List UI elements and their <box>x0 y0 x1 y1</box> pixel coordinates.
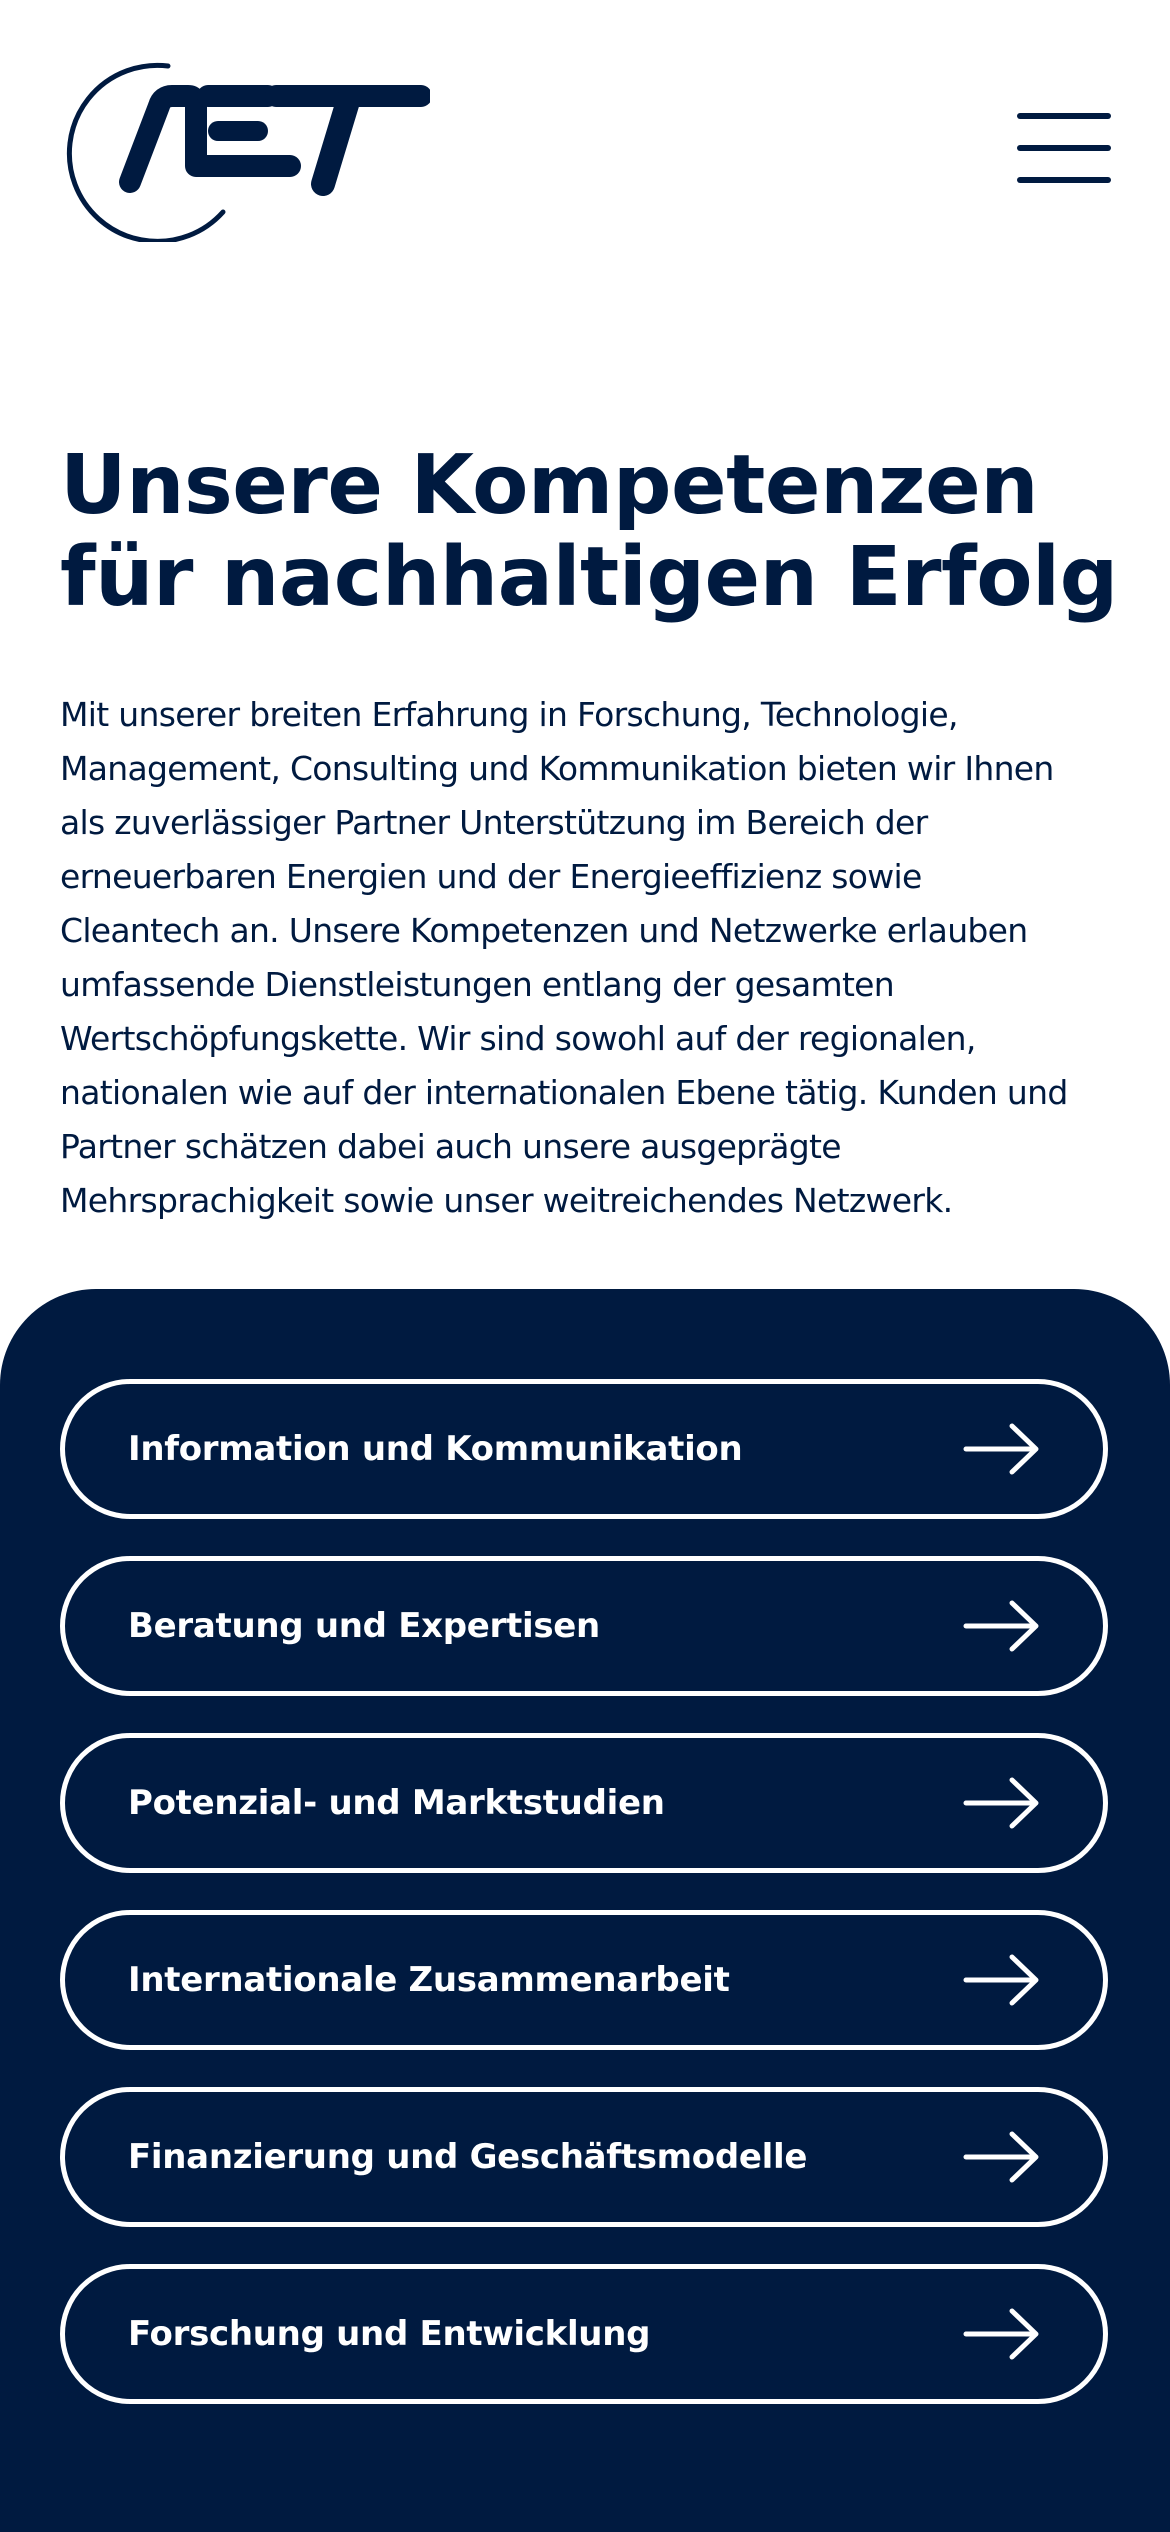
intro-description <box>60 688 1130 1228</box>
description-line: Cleantech an. Unsere Kompetenzen und Netzwerke erlauben <box>60 911 1028 950</box>
service-link-internationale-zusammenarbeit[interactable] <box>60 1910 1108 2050</box>
intro-section <box>60 440 1120 624</box>
description-line: Management, Consulting und Kommunikation bieten wir Ihnen <box>60 749 1054 788</box>
description-line: Mehrsprachigkeit sowie unser weitreichendes Netzwerk. <box>60 1181 953 1220</box>
site-header <box>0 0 1170 260</box>
service-link-forschung-entwicklung[interactable] <box>60 2264 1108 2404</box>
net-logo[interactable] <box>58 58 430 242</box>
arrow-right-icon <box>963 1777 1041 1829</box>
hamburger-menu-icon <box>1016 106 1112 190</box>
service-link-information-kommunikation[interactable] <box>60 1379 1108 1519</box>
page-title <box>60 440 1120 624</box>
service-label: Forschung und Entwicklung <box>128 2314 651 2354</box>
arrow-right-icon <box>963 1423 1041 1475</box>
service-label: Internationale Zusammenarbeit <box>128 1960 730 2000</box>
description-line: Wertschöpfungskette. Wir sind sowohl auf der regionalen, <box>60 1019 976 1058</box>
hamburger-menu-button[interactable] <box>1016 106 1112 190</box>
description-line: erneuerbaren Energien und der Energieeffizienz sowie <box>60 857 922 896</box>
page-title-line: Unsere Kompetenzen <box>60 438 1039 533</box>
service-label: Finanzierung und Geschäftsmodelle <box>128 2137 808 2177</box>
description-line: Partner schätzen dabei auch unsere ausgeprägte <box>60 1127 841 1166</box>
arrow-right-icon <box>963 1954 1041 2006</box>
description-line: nationalen wie auf der internationalen Ebene tätig. Kunden und <box>60 1073 1068 1112</box>
service-link-beratung-expertisen[interactable] <box>60 1556 1108 1696</box>
services-panel <box>0 1289 1170 2532</box>
net-logo-icon <box>58 58 430 242</box>
arrow-right-icon <box>963 1600 1041 1652</box>
page-title-line: für nachhaltigen Erfolg <box>60 530 1118 625</box>
service-link-finanzierung-geschaeftsmodelle[interactable] <box>60 2087 1108 2227</box>
service-link-potenzial-marktstudien[interactable] <box>60 1733 1108 1873</box>
description-line: umfassende Dienstleistungen entlang der gesamten <box>60 965 895 1004</box>
description-line: als zuverlässiger Partner Unterstützung im Bereich der <box>60 803 928 842</box>
arrow-right-icon <box>963 2308 1041 2360</box>
description-line: Mit unserer breiten Erfahrung in Forschung, Technologie, <box>60 695 958 734</box>
service-label: Potenzial- und Marktstudien <box>128 1783 665 1823</box>
arrow-right-icon <box>963 2131 1041 2183</box>
service-label: Beratung und Expertisen <box>128 1606 600 1646</box>
service-label: Information und Kommunikation <box>128 1429 743 1469</box>
